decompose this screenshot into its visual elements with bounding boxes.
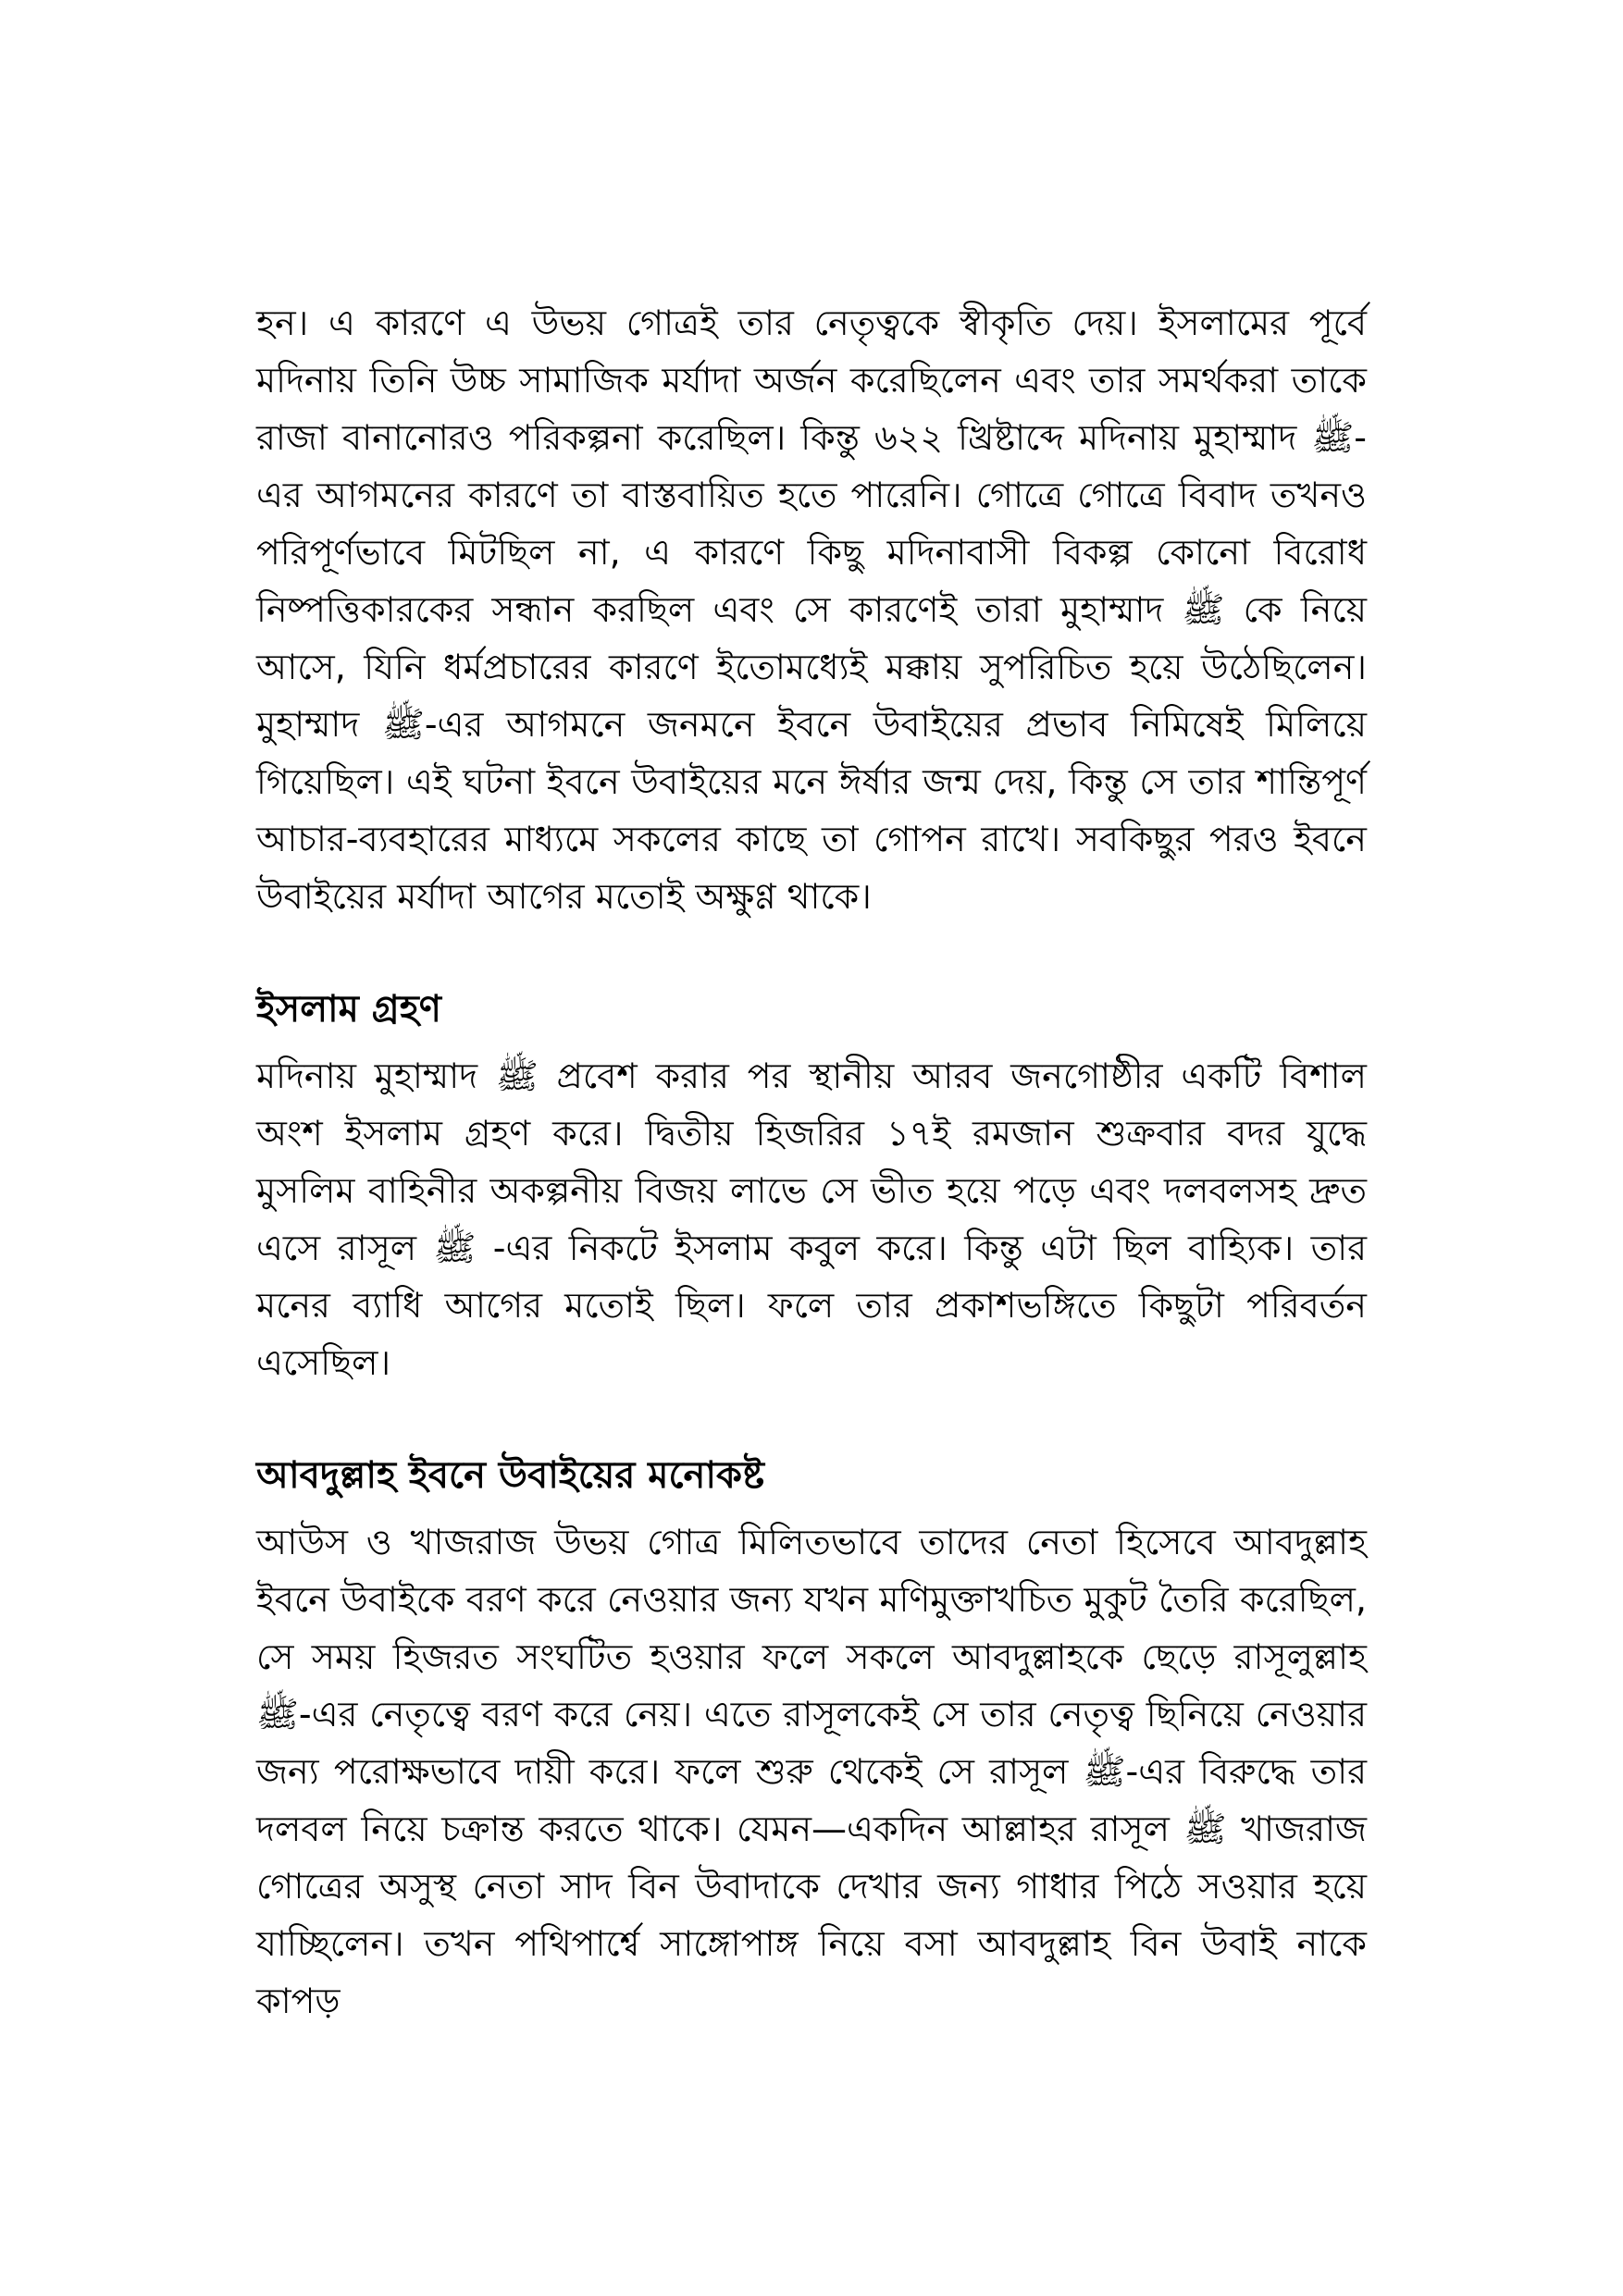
body-paragraph: আউস ও খাজরাজ উভয় গোত্র মিলিতভাবে তাদের নেতা হিসেবে আবদুল্লাহ ইবনে উবাইকে বরণ করে নেওয়ার জন্য যখন মণিমুক্তাখচিত মুকুট তৈরি করেছিল, সে সময় হিজরত সংঘটিত হওয়ার ফলে সকলে আবদুল্লাহকে ছেড়ে রাসূলুল্লাহ ﷺ-এর নেতৃত্বে বরণ করে নেয়। এতে রাসূলকেই সে তার নেতৃত্ব ছিনিয়ে নেওয়ার জন্য পরোক্ষভাবে দায়ী করে। ফলে শুরু থেকেই সে রাসূল ﷺ-এর বিরুদ্ধে তার দলবল নিয়ে চক্রান্ত করতে থাকে। যেমন—একদিন আল্লাহর রাসূল ﷺ খাজরাজ গোত্রের অসুস্থ নেতা সাদ বিন উবাদাকে দেখার জন্য গাধার পিঠে সওয়ার হয়ে যাচ্ছিলেন। তখন পথিপার্শ্বে সাঙ্গোপাঙ্গ নিয়ে বসা আবদুল্লাহ বিন উবাই নাকে কাপড় — [256, 1522, 1368, 2021]
page-content — [256, 294, 1367, 2030]
section-heading: আবদুল্লাহ ইবনে উবাইয়ের মনোকষ্ট — [256, 1454, 764, 1497]
section-spacer — [256, 1391, 1367, 1447]
section-spacer — [256, 925, 1367, 981]
body-paragraph: মদিনায় মুহাম্মাদ ﷺ প্রবেশ করার পর স্থানীয় আরব জনগোষ্ঠীর একটি বিশাল অংশ ইসলাম গ্রহণ করে। দ্বিতীয় হিজরির ১৭ই রমজান শুক্রবার বদর যুদ্ধে মুসলিম বাহিনীর অকল্পনীয় বিজয় লাভে সে ভীত হয়ে পড়ে এবং দলবলসহ দ্রুত এসে রাসূল ﷺ -এর নিকটে ইসলাম কবুল করে। কিন্তু এটা ছিল বাহ্যিক। তার মনের ব্যাধি আগের মতোই ছিল। ফলে তার প্রকাশভঙ্গিতে কিছুটা পরিবর্তন এসেছিল। — [256, 1055, 1368, 1383]
section-heading: ইসলাম গ্রহণ — [256, 988, 441, 1031]
body-paragraph: হন। এ কারণে এ উভয় গোত্রই তার নেতৃত্বকে স্বীকৃতি দেয়। ইসলামের পূর্বে মদিনায় তিনি উচ্চ সামাজিক মর্যাদা অর্জন করেছিলেন এবং তার সমর্থকরা তাকে রাজা বানানোরও পরিকল্পনা করেছিল। কিন্তু ৬২২ খ্রিষ্টাব্দে মদিনায় মুহাম্মাদ ﷺ-এর আগমনের কারণে তা বাস্তবায়িত হতে পারেনি। গোত্রে গোত্রে বিবাদ তখনও পরিপূর্ণভাবে মিটছিল না, এ কারণে কিছু মদিনাবাসী বিকল্প কোনো বিরোধ নিষ্পত্তিকারকের সন্ধান করছিল এবং সে কারণেই তারা মুহাম্মাদ ﷺ কে নিয়ে আসে, যিনি ধর্মপ্রচারের কারণে ইতোমধ্যেই মক্কায় সুপরিচিত হয়ে উঠেছিলেন। মুহাম্মাদ ﷺ-এর আগমনে জনমনে ইবনে উবাইয়ের প্রভাব নিমিষেই মিলিয়ে গিয়েছিল। এই ঘটনা ইবনে উবাইয়ের মনে ঈর্ষার জন্ম দেয়, কিন্তু সে তার শান্তিপূর্ণ আচার-ব্যবহারের মাধ্যমে সকলের কাছে তা গোপন রাখে। সবকিছুর পরও ইবনে উবাইয়ের মর্যাদা আগের মতোই অক্ষুণ্ণ থাকে। — [256, 302, 1367, 917]
